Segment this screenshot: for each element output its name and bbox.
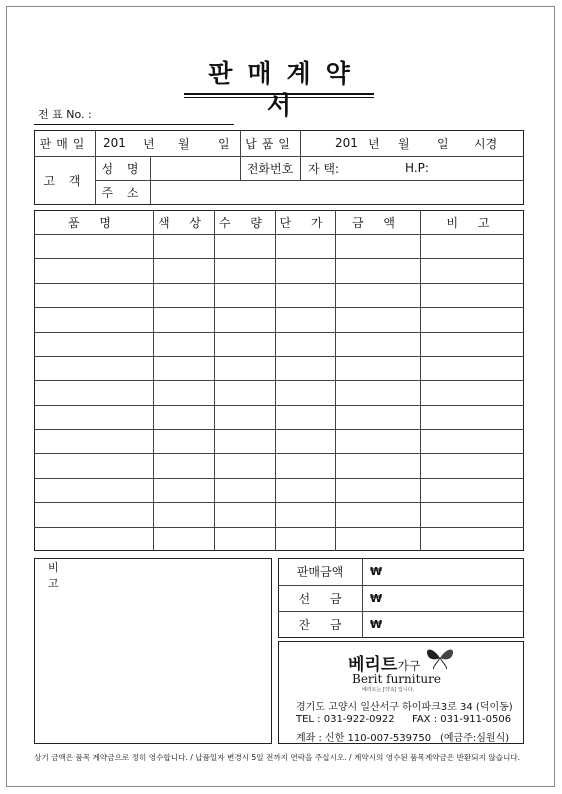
table-row[interactable] [34, 527, 524, 528]
sale-day-unit: 일 [218, 136, 230, 151]
balance-won[interactable]: ₩ [370, 618, 383, 631]
deposit-label: 선 금 [298, 591, 342, 606]
company-tel: TEL : 031-922-0922 [296, 714, 395, 725]
col-header-item: 품 명 [68, 215, 119, 230]
sale-amount-won[interactable]: ₩ [370, 565, 383, 578]
col-header-quantity: 수 량 [219, 215, 270, 230]
butterfly-icon [422, 644, 458, 670]
table-column-line [420, 210, 421, 551]
footer-note: 상기 금액은 품목 계약금으로 정히 영수합니다. / 납품일자 변경시 5일 전까지 연락을 주십시오. / 계약시의 영수된 품목계약금은 반환되지 않습니다. [34, 753, 521, 762]
delivery-date-label: 납품일 [245, 136, 295, 151]
col-header-color: 색 상 [158, 215, 209, 230]
slip-number-line[interactable] [34, 124, 234, 125]
table-row[interactable] [34, 478, 524, 479]
table-row[interactable] [34, 429, 524, 430]
col-header-remarks: 비 고 [446, 215, 498, 230]
company-fax: FAX : 031-911-0506 [412, 714, 512, 725]
delivery-month-unit: 월 [398, 136, 410, 151]
remarks-label: 비 고 [48, 561, 71, 590]
table-column-line [214, 210, 215, 551]
company-account: 계좌 : 신한 110-007-539750 [296, 733, 432, 744]
sale-month-unit: 월 [178, 136, 190, 151]
table-row[interactable] [34, 356, 524, 357]
col-header-amount: 금 액 [352, 215, 403, 230]
mobile-phone-label: H.P: [405, 161, 429, 175]
name-label: 성 명 [101, 161, 144, 176]
customer-label: 고 객 [43, 174, 86, 188]
company-slogan: 베리트는 [약속] 입니다. [362, 687, 415, 693]
company-name-ko: 베리트 [348, 655, 398, 675]
header-row-line [95, 180, 524, 181]
title-underline-thin [184, 97, 374, 98]
col-header-unit-price: 단 가 [279, 215, 331, 230]
deposit-won[interactable]: ₩ [370, 591, 383, 605]
company-name-en: Berit furniture [352, 672, 441, 686]
table-row[interactable] [34, 332, 524, 333]
company-name-suffix: 가구 [397, 659, 421, 673]
summary-col-line [362, 558, 363, 638]
document-title: 판매계약서 [208, 59, 365, 120]
delivery-year-unit: 년 [368, 136, 380, 151]
phone-label: 전화번호 [246, 161, 294, 176]
company-address: 경기도 고양시 일산서구 하이파크3로 34 (덕이동) [296, 702, 513, 713]
title-box [184, 58, 374, 122]
table-row[interactable] [34, 234, 524, 235]
title-underline [184, 93, 374, 95]
table-row[interactable] [34, 283, 524, 284]
sale-amount-label: 판매금액 [296, 565, 344, 579]
address-label: 주 소 [101, 186, 144, 200]
table-column-line [153, 210, 154, 551]
delivery-day-unit: 일 [437, 136, 449, 151]
home-phone-label: 자 택: [308, 161, 340, 176]
table-row[interactable] [34, 453, 524, 454]
table-row[interactable] [34, 405, 524, 406]
header-col-line [300, 130, 301, 180]
table-row[interactable] [34, 258, 524, 259]
delivery-year[interactable]: 201 [335, 136, 358, 150]
table-row[interactable] [34, 307, 524, 308]
slip-number-label: 전 표 No. : [38, 108, 92, 121]
sale-date-label: 판매일 [39, 136, 90, 151]
table-row[interactable] [34, 380, 524, 381]
delivery-time-unit: 시경 [474, 136, 498, 151]
table-column-line [275, 210, 276, 551]
table-row[interactable] [34, 502, 524, 503]
company-account-holder: (예금주:심원식) [440, 733, 510, 744]
header-col-line [150, 156, 151, 205]
sale-year[interactable]: 201 [103, 136, 126, 150]
table-column-line [335, 210, 336, 551]
balance-label: 잔 금 [298, 618, 342, 632]
sale-year-unit: 년 [143, 136, 155, 151]
